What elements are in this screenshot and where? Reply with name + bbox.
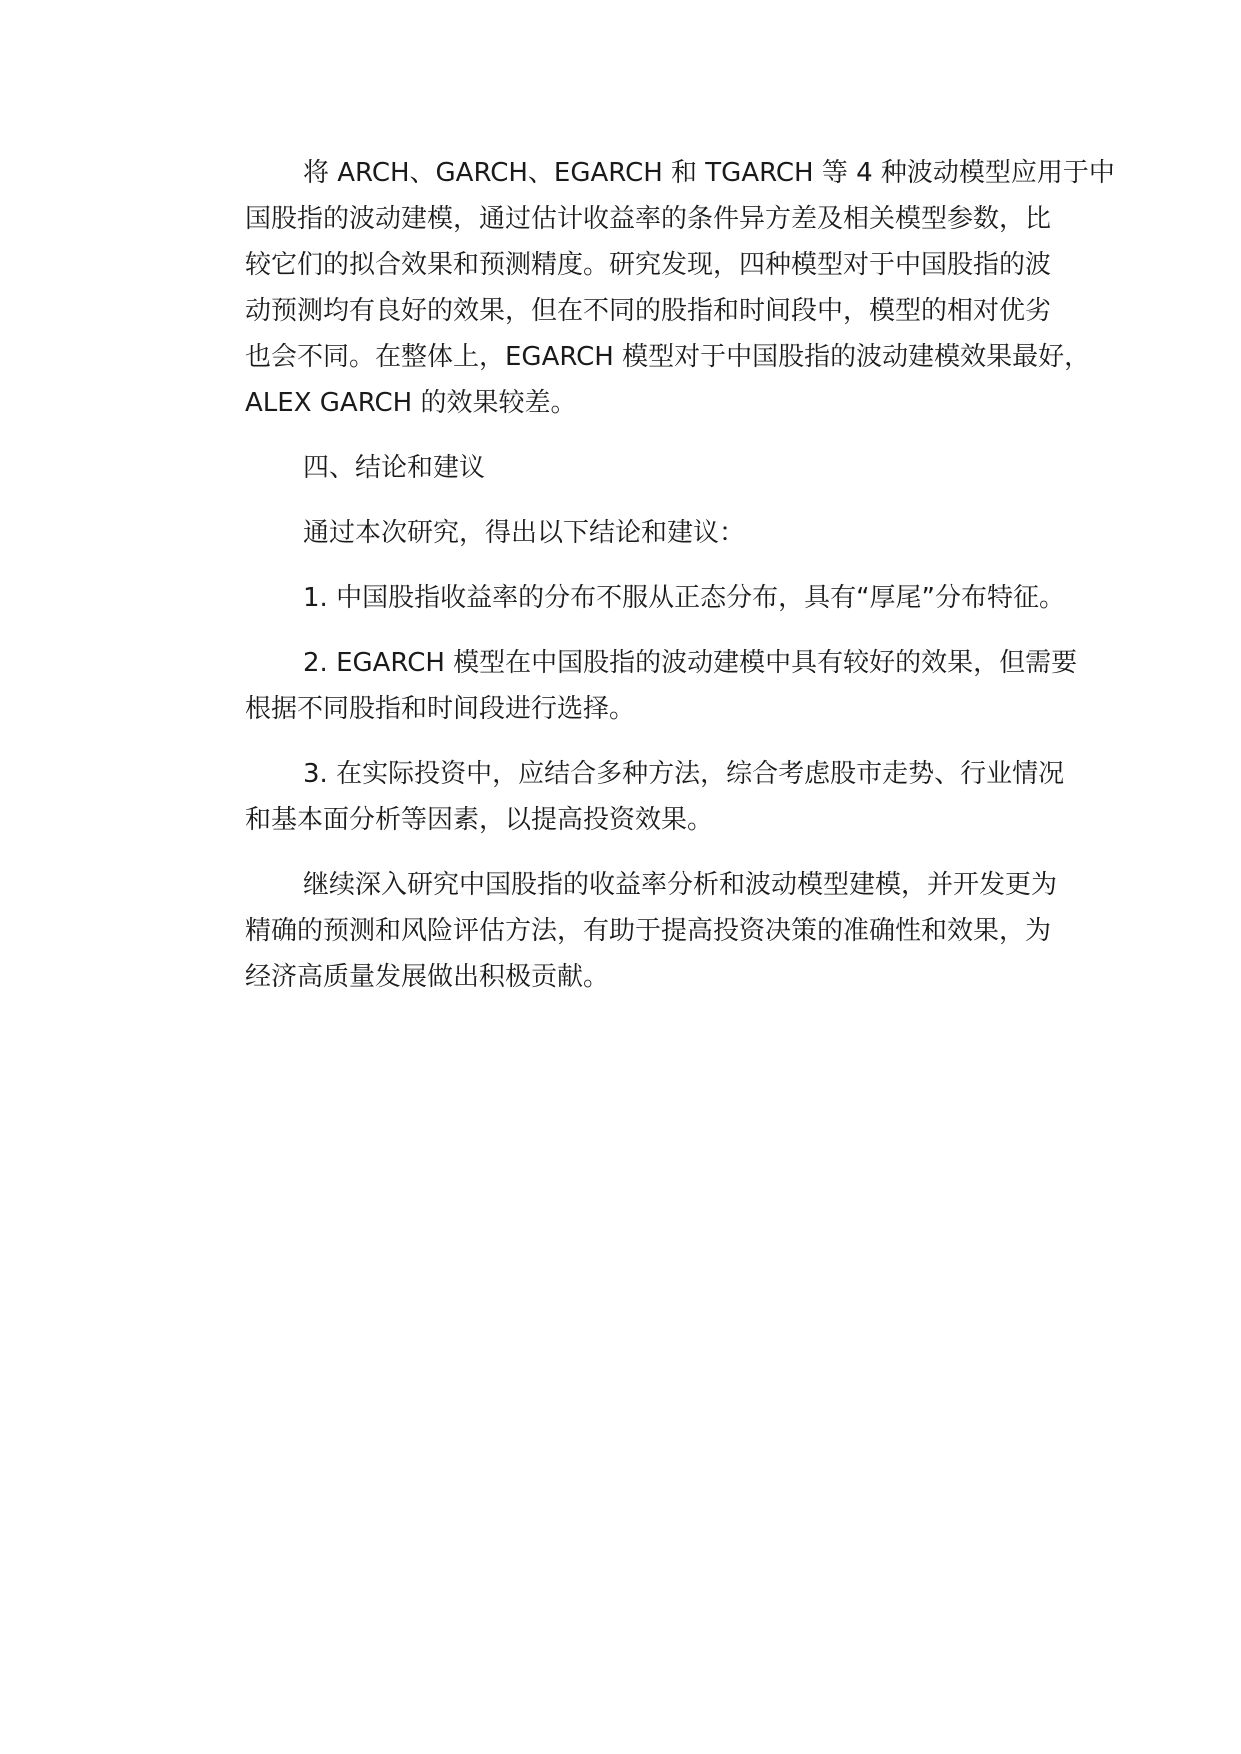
document-body [187,150,1115,1019]
text-line: 将 ARCH、GARCH、EGARCH 和 TGARCH 等 4 种波动模型应用于中 [303,158,1115,188]
text-line: ALEX GARCH 的效果较差。 [245,388,577,418]
text-line: 动预测均有良好的效果，但在不同的股指和时间段中，模型的相对优劣 [245,296,1052,326]
conclusion-item-2 [187,640,1087,732]
text-line: 2. EGARCH 模型在中国股指的波动建模中具有较好的效果，但需要 [303,648,1078,678]
conclusion-item-1 [187,575,1087,621]
heading-text: 四、结论和建议 [303,453,486,483]
text-line: 经济高质量发展做出积极贡献。 [245,962,610,992]
section-heading [187,445,1087,491]
closing-paragraph [187,862,1087,1000]
text-line: 较它们的拟合效果和预测精度。研究发现，四种模型对于中国股指的波 [245,250,1052,280]
text-line: 根据不同股指和时间段进行选择。 [245,694,636,724]
conclusion-item-3 [187,751,1087,843]
summary-paragraph [187,150,1115,426]
text-line: 1. 中国股指收益率的分布不服从正态分布，具有“厚尾”分布特征。 [303,583,1066,613]
text-line: 和基本面分析等因素，以提高投资效果。 [245,805,714,835]
text-line: 继续深入研究中国股指的收益率分析和波动模型建模，并开发更为 [303,870,1058,900]
text-line: 3. 在实际投资中，应结合多种方法，综合考虑股市走势、行业情况 [303,759,1065,789]
text-line: 国股指的波动建模，通过估计收益率的条件异方差及相关模型参数，比 [245,204,1052,234]
text-line: 精确的预测和风险评估方法，有助于提高投资决策的准确性和效果，为 [245,916,1052,946]
conclusion-intro [187,510,1087,556]
text-line: 通过本次研究，得出以下结论和建议： [303,518,746,548]
text-line: 也会不同。在整体上，EGARCH 模型对于中国股指的波动建模效果最好， [245,342,1091,372]
